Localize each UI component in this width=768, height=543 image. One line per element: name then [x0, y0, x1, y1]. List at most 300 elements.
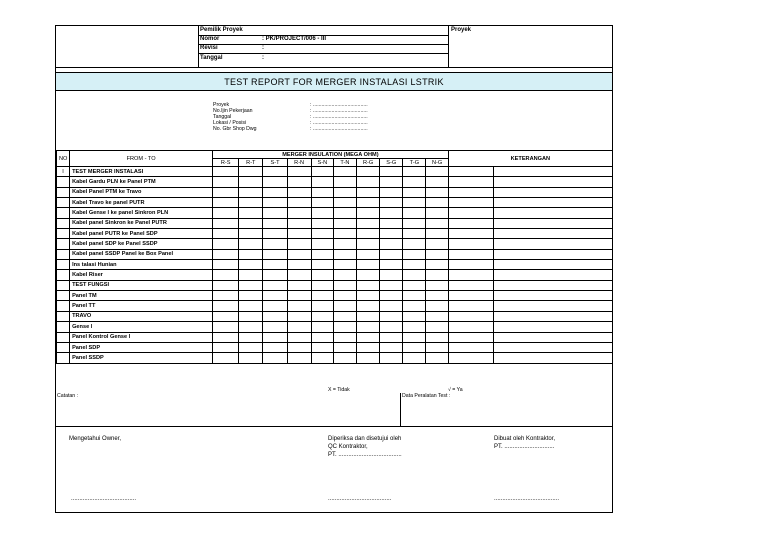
sub-header: S-T	[263, 159, 287, 167]
remarks-cell	[494, 301, 613, 311]
remarks-cell	[448, 249, 493, 259]
sub-header: R-G	[357, 159, 380, 167]
title-band	[56, 72, 612, 91]
measurement-cell	[239, 198, 263, 208]
table-row	[57, 332, 613, 342]
measurement-cell	[357, 311, 380, 321]
remarks-cell	[494, 167, 613, 177]
measurement-cell	[380, 218, 403, 228]
measurement-cell	[287, 260, 311, 270]
table-row	[57, 291, 613, 301]
measurement-cell	[213, 270, 239, 280]
measurement-cell	[403, 322, 426, 332]
measurement-cell	[287, 291, 311, 301]
table-row	[57, 301, 613, 311]
notes-divider	[400, 393, 401, 426]
info-label: No. Gbr Shop Dwg	[213, 126, 257, 132]
remarks-cell	[494, 270, 613, 280]
measurement-cell	[263, 218, 287, 228]
measurement-cell	[403, 208, 426, 218]
measurement-cell	[426, 342, 448, 352]
table-row	[57, 249, 613, 259]
measurement-cell	[333, 311, 356, 321]
row-from-to: Kabel panel PUTR ke Panel SDP	[70, 229, 213, 239]
remarks-cell	[448, 322, 493, 332]
measurement-cell	[333, 260, 356, 270]
remarks-cell	[448, 280, 493, 290]
sub-header: R-N	[287, 159, 311, 167]
measurement-cell	[239, 218, 263, 228]
remarks-cell	[448, 311, 493, 321]
measurement-cell	[263, 229, 287, 239]
measurement-cell	[426, 311, 448, 321]
measurement-cell	[239, 229, 263, 239]
measurement-cell	[213, 239, 239, 249]
sub-header: S-N	[311, 159, 333, 167]
measurement-cell	[380, 239, 403, 249]
measurement-cell	[311, 177, 333, 187]
remarks-cell	[448, 187, 493, 197]
table-row	[57, 167, 613, 177]
measurement-cell	[333, 167, 356, 177]
measurement-cell	[380, 177, 403, 187]
table-body	[57, 167, 613, 364]
measurement-cell	[287, 342, 311, 352]
measurement-cell	[380, 187, 403, 197]
notes-label: Catatan :	[57, 393, 79, 399]
table-header-row	[57, 151, 613, 159]
measurement-cell	[333, 322, 356, 332]
row-number	[57, 291, 70, 301]
date-label: Tanggal	[200, 55, 223, 61]
revision-label: Revisi	[200, 45, 218, 51]
remarks-cell	[494, 342, 613, 352]
row-from-to: Kabel panel SDP ke Panel SSDP	[70, 239, 213, 249]
remarks-cell	[448, 198, 493, 208]
info-value: : ......................................	[310, 114, 368, 120]
measurement-cell	[263, 332, 287, 342]
measurement-cell	[333, 301, 356, 311]
measurement-cell	[287, 167, 311, 177]
row-number	[57, 260, 70, 270]
row-from-to: Kabel Travo ke panel PUTR	[70, 198, 213, 208]
measurement-cell	[426, 270, 448, 280]
measurement-cell	[426, 353, 448, 363]
measurement-cell	[263, 301, 287, 311]
measurement-cell	[333, 208, 356, 218]
measurement-cell	[213, 332, 239, 342]
measurement-cell	[263, 167, 287, 177]
measurement-cell	[263, 260, 287, 270]
sub-header: R-S	[213, 159, 239, 167]
sub-header: R-T	[239, 159, 263, 167]
header-rule	[198, 44, 448, 45]
measurement-cell	[380, 291, 403, 301]
measurement-cell	[403, 167, 426, 177]
measurement-cell	[239, 249, 263, 259]
measurement-cell	[263, 208, 287, 218]
measurement-cell	[426, 218, 448, 228]
measurement-cell	[263, 249, 287, 259]
measurement-cell	[311, 280, 333, 290]
measurement-cell	[311, 311, 333, 321]
owner-sign-line: .......................................	[71, 496, 137, 502]
info-value: : ......................................	[310, 126, 368, 132]
measurement-cell	[357, 187, 380, 197]
measurement-cell	[333, 239, 356, 249]
measurement-cell	[380, 332, 403, 342]
report-sheet	[55, 25, 613, 513]
contractor-signature-line1: Dibuat oleh Kontraktor,	[494, 436, 556, 442]
measurement-cell	[333, 353, 356, 363]
measurement-cell	[426, 260, 448, 270]
remarks-cell	[494, 260, 613, 270]
measurement-cell	[357, 301, 380, 311]
measurement-cell	[333, 187, 356, 197]
measurement-cell	[213, 311, 239, 321]
measurement-cell	[311, 291, 333, 301]
measurement-cell	[380, 280, 403, 290]
measurement-cell	[357, 198, 380, 208]
remarks-cell	[494, 291, 613, 301]
table-row	[57, 218, 613, 228]
measurement-cell	[357, 342, 380, 352]
qc-sign-line: ......................................	[328, 496, 392, 502]
sub-header: T-N	[333, 159, 356, 167]
measurement-cell	[403, 229, 426, 239]
row-from-to: Kabel Gardu PLN ke Panel PTM	[70, 177, 213, 187]
row-number	[57, 270, 70, 280]
measurement-cell	[213, 322, 239, 332]
remarks-cell	[494, 280, 613, 290]
measurement-cell	[263, 353, 287, 363]
remarks-cell	[494, 229, 613, 239]
row-number	[57, 208, 70, 218]
table-row	[57, 311, 613, 321]
measurement-cell	[380, 167, 403, 177]
measurement-cell	[287, 218, 311, 228]
measurement-cell	[403, 342, 426, 352]
remarks-cell	[494, 332, 613, 342]
remarks-cell	[448, 332, 493, 342]
remarks-cell	[448, 167, 493, 177]
measurement-cell	[287, 301, 311, 311]
measurement-cell	[357, 322, 380, 332]
qc-signature-line2: QC Kontraktor,	[328, 444, 368, 450]
row-from-to: TRAVO	[70, 311, 213, 321]
measurement-cell	[333, 280, 356, 290]
measurement-cell	[213, 342, 239, 352]
measurement-cell	[263, 187, 287, 197]
measurement-cell	[311, 239, 333, 249]
measurement-cell	[311, 353, 333, 363]
remarks-cell	[448, 353, 493, 363]
measurement-cell	[311, 218, 333, 228]
measurement-cell	[426, 177, 448, 187]
measurement-cell	[380, 322, 403, 332]
measurement-cell	[380, 301, 403, 311]
measurement-cell	[287, 198, 311, 208]
measurement-cell	[333, 332, 356, 342]
measurement-cell	[287, 249, 311, 259]
sub-header: N-G	[426, 159, 448, 167]
measurement-cell	[213, 187, 239, 197]
table-row	[57, 208, 613, 218]
measurement-cell	[263, 322, 287, 332]
measurement-cell	[403, 353, 426, 363]
measurement-cell	[380, 311, 403, 321]
row-from-to: Gense l	[70, 322, 213, 332]
remarks-cell	[494, 239, 613, 249]
legend-no: X = Tidak	[328, 387, 350, 393]
measurement-cell	[213, 218, 239, 228]
row-from-to: Kabel Panel PTM ke Travo	[70, 187, 213, 197]
row-number	[57, 301, 70, 311]
row-number	[57, 280, 70, 290]
info-value: : ......................................	[310, 102, 368, 108]
measurement-cell	[287, 311, 311, 321]
merger-group-header: MERGER INSULATION (MEGA OHM)	[213, 151, 449, 159]
measurement-cell	[333, 342, 356, 352]
qc-signature-line1: Diperiksa dan disetujui oleh	[328, 436, 402, 442]
table-row	[57, 198, 613, 208]
measurement-cell	[380, 342, 403, 352]
row-from-to: Ins talasi Hunian	[70, 260, 213, 270]
table-row	[57, 270, 613, 280]
measurement-cell	[426, 167, 448, 177]
row-number	[57, 187, 70, 197]
measurement-cell	[357, 208, 380, 218]
measurement-cell	[380, 270, 403, 280]
row-number	[57, 198, 70, 208]
number-label: Nomor	[200, 36, 220, 42]
measurement-cell	[426, 301, 448, 311]
measurement-cell	[213, 208, 239, 218]
owner-label: Pemilik Proyek	[200, 27, 243, 33]
measurement-cell	[311, 229, 333, 239]
row-number	[57, 229, 70, 239]
row-number	[57, 322, 70, 332]
table-row	[57, 229, 613, 239]
merger-test-table	[56, 150, 613, 364]
measurement-cell	[403, 198, 426, 208]
measurement-cell	[357, 239, 380, 249]
measurement-cell	[357, 249, 380, 259]
measurement-cell	[333, 291, 356, 301]
measurement-cell	[426, 229, 448, 239]
measurement-cell	[403, 280, 426, 290]
remarks-cell	[494, 198, 613, 208]
measurement-cell	[287, 270, 311, 280]
measurement-cell	[357, 270, 380, 280]
table-row	[57, 260, 613, 270]
remarks-cell	[448, 239, 493, 249]
measurement-cell	[311, 187, 333, 197]
measurement-cell	[403, 260, 426, 270]
measurement-cell	[213, 353, 239, 363]
measurement-cell	[380, 353, 403, 363]
measurement-cell	[403, 239, 426, 249]
remarks-cell	[448, 301, 493, 311]
measurement-cell	[287, 322, 311, 332]
measurement-cell	[239, 280, 263, 290]
measurement-cell	[311, 342, 333, 352]
measurement-cell	[357, 177, 380, 187]
equipment-data-label: Data Peralatan Test :	[402, 393, 451, 399]
measurement-cell	[403, 177, 426, 187]
measurement-cell	[357, 167, 380, 177]
measurement-cell	[403, 249, 426, 259]
col-no-header: NO	[57, 151, 70, 167]
date-value: :	[262, 55, 264, 61]
measurement-cell	[426, 208, 448, 218]
measurement-cell	[239, 322, 263, 332]
owner-signature-title: Mengetahui Owner,	[69, 436, 122, 442]
row-from-to: Kabel Gense l ke panel Sinkron PLN	[70, 208, 213, 218]
measurement-cell	[403, 187, 426, 197]
measurement-cell	[287, 177, 311, 187]
measurement-cell	[380, 229, 403, 239]
report-title: TEST REPORT FOR MERGER INSTALASI LSTRIK	[224, 77, 444, 87]
col-from-to-header: FROM - TO	[70, 151, 213, 167]
measurement-cell	[263, 177, 287, 187]
measurement-cell	[426, 239, 448, 249]
measurement-cell	[239, 301, 263, 311]
info-value: : ......................................	[310, 120, 368, 126]
row-number	[57, 332, 70, 342]
sub-header: S-G	[380, 159, 403, 167]
row-from-to: TEST FUNGSI	[70, 280, 213, 290]
measurement-cell	[287, 332, 311, 342]
measurement-cell	[213, 249, 239, 259]
remarks-cell	[448, 229, 493, 239]
header-divider-right	[448, 26, 449, 67]
measurement-cell	[333, 198, 356, 208]
measurement-cell	[287, 239, 311, 249]
measurement-cell	[333, 229, 356, 239]
measurement-cell	[239, 311, 263, 321]
row-from-to: Kabel Riser	[70, 270, 213, 280]
qc-signature-line3: PT. ......................................	[328, 452, 402, 458]
remarks-cell	[494, 322, 613, 332]
measurement-cell	[239, 167, 263, 177]
row-from-to: TEST MERGER INSTALASI	[70, 167, 213, 177]
measurement-cell	[263, 280, 287, 290]
measurement-cell	[213, 177, 239, 187]
measurement-cell	[426, 322, 448, 332]
measurement-cell	[287, 187, 311, 197]
measurement-cell	[380, 249, 403, 259]
remarks-cell	[494, 187, 613, 197]
measurement-cell	[311, 332, 333, 342]
measurement-cell	[213, 229, 239, 239]
remarks-cell	[494, 353, 613, 363]
remarks-cell	[494, 249, 613, 259]
measurement-cell	[213, 291, 239, 301]
measurement-cell	[357, 229, 380, 239]
measurement-cell	[213, 301, 239, 311]
table-row	[57, 342, 613, 352]
measurement-cell	[239, 270, 263, 280]
contractor-sign-line: .......................................	[494, 496, 560, 502]
measurement-cell	[239, 239, 263, 249]
revision-value: :	[262, 45, 264, 51]
measurement-cell	[239, 208, 263, 218]
number-value: : PK/PROJECT/006 - III	[262, 36, 327, 42]
measurement-cell	[213, 198, 239, 208]
measurement-cell	[403, 311, 426, 321]
table-row	[57, 280, 613, 290]
notes-bottom-rule	[56, 426, 612, 427]
measurement-cell	[311, 270, 333, 280]
measurement-cell	[287, 208, 311, 218]
measurement-cell	[239, 353, 263, 363]
remarks-cell	[448, 218, 493, 228]
measurement-cell	[239, 187, 263, 197]
measurement-cell	[287, 280, 311, 290]
col-keterangan-header: KETERANGAN	[448, 151, 612, 167]
measurement-cell	[426, 249, 448, 259]
measurement-cell	[426, 332, 448, 342]
remarks-cell	[494, 218, 613, 228]
measurement-cell	[263, 311, 287, 321]
sub-header: T-G	[403, 159, 426, 167]
remarks-cell	[448, 291, 493, 301]
table-row	[57, 239, 613, 249]
info-label: No.Ijin Pekerjaan	[213, 108, 253, 114]
measurement-cell	[333, 249, 356, 259]
remarks-cell	[448, 342, 493, 352]
measurement-cell	[263, 239, 287, 249]
measurement-cell	[263, 291, 287, 301]
measurement-cell	[426, 187, 448, 197]
measurement-cell	[403, 291, 426, 301]
measurement-cell	[263, 198, 287, 208]
info-label: Lokasi / Posisi	[213, 120, 247, 126]
row-number: I	[57, 167, 70, 177]
measurement-cell	[213, 167, 239, 177]
measurement-cell	[357, 260, 380, 270]
measurement-cell	[380, 208, 403, 218]
remarks-cell	[494, 208, 613, 218]
measurement-cell	[403, 332, 426, 342]
measurement-cell	[357, 280, 380, 290]
measurement-cell	[311, 249, 333, 259]
measurement-cell	[311, 322, 333, 332]
row-from-to: Panel SDP	[70, 342, 213, 352]
measurement-cell	[403, 301, 426, 311]
row-from-to: Kabel panel Sinkron ke Panel PUTR	[70, 218, 213, 228]
measurement-cell	[403, 270, 426, 280]
measurement-cell	[403, 218, 426, 228]
measurement-cell	[357, 332, 380, 342]
measurement-cell	[333, 218, 356, 228]
measurement-cell	[357, 291, 380, 301]
contractor-signature-line2: PT. ..............................	[494, 444, 555, 450]
legend-yes: √ = Ya	[448, 387, 463, 393]
info-label: Proyek	[213, 102, 230, 108]
measurement-cell	[380, 260, 403, 270]
measurement-cell	[239, 342, 263, 352]
measurement-cell	[287, 229, 311, 239]
remarks-cell	[494, 177, 613, 187]
measurement-cell	[239, 177, 263, 187]
measurement-cell	[380, 198, 403, 208]
row-from-to: Panel Kontrol Gense l	[70, 332, 213, 342]
measurement-cell	[311, 301, 333, 311]
measurement-cell	[311, 198, 333, 208]
measurement-cell	[311, 167, 333, 177]
